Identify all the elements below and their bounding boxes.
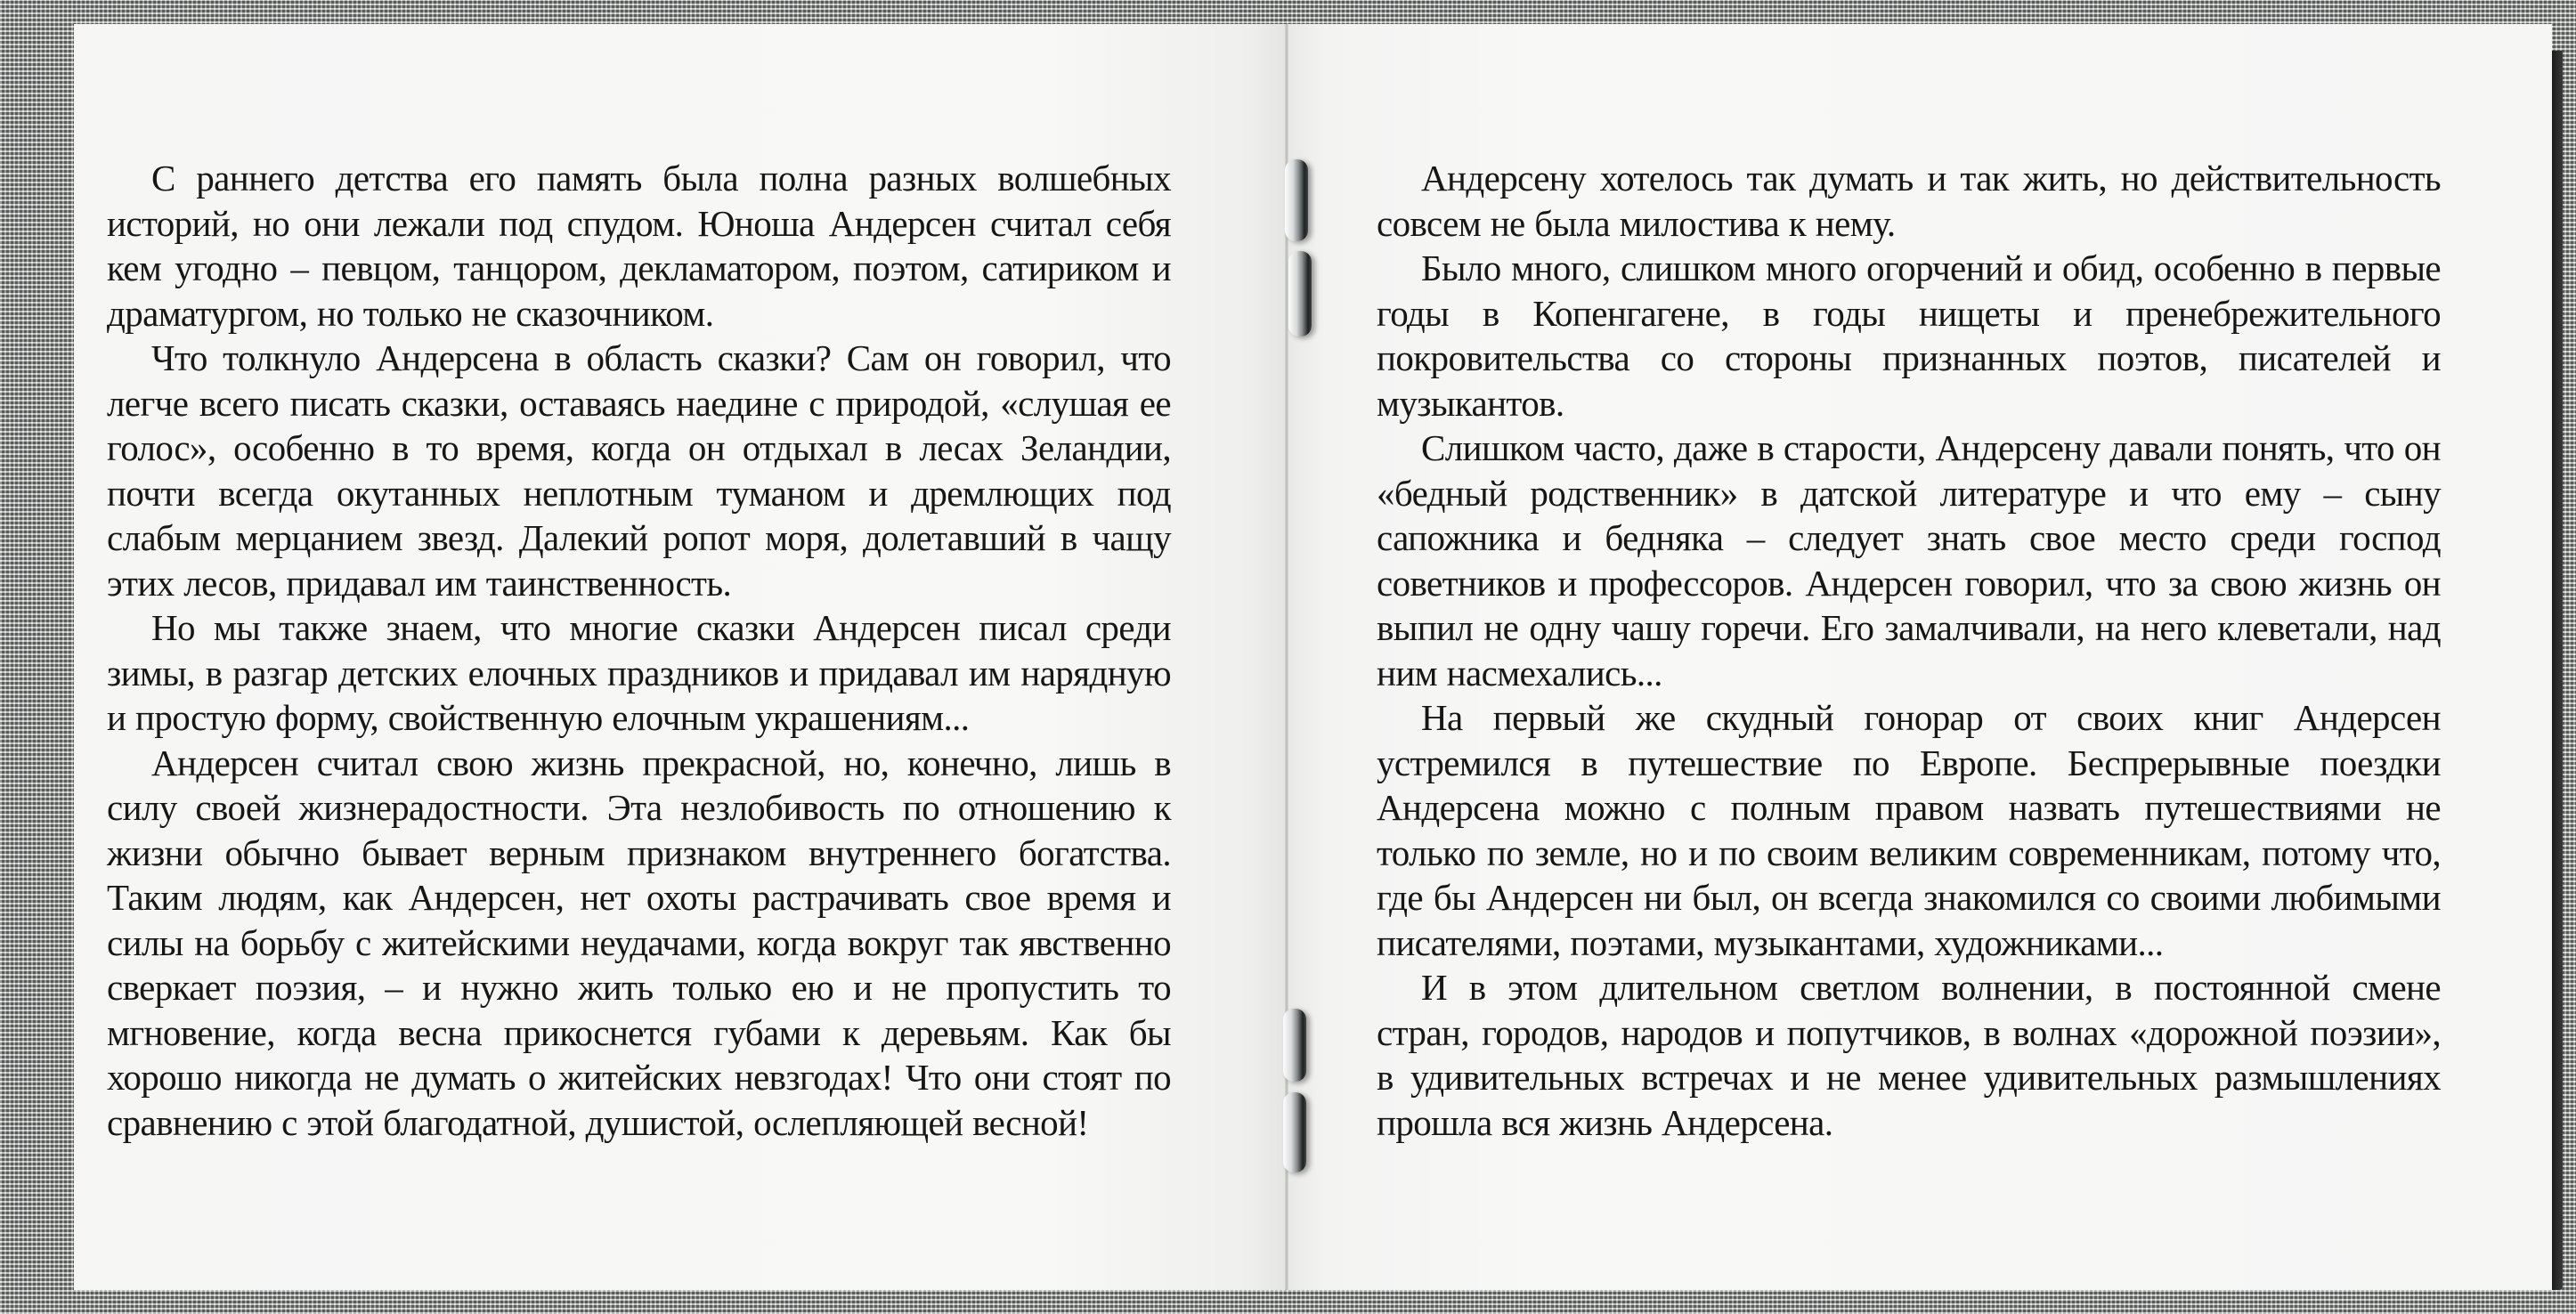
staple-icon xyxy=(1283,1092,1306,1172)
booklet-spread xyxy=(74,24,2552,1290)
paragraph: Но мы также знаем, что многие сказки Андерсен писал среди зимы, в разгар детских елочных праздников и придавал им нарядную и простую форму, свойственную елочным украшениям... xyxy=(107,607,1171,738)
staple-icon xyxy=(1288,251,1312,337)
left-page xyxy=(74,24,1287,1290)
left-page-text xyxy=(107,156,1171,1145)
paragraph: На первый же скудный гонорар от своих книг Андерсен устремился в путешествие по Европе. Беспрерывные поездки Андерсена можно с полным правом назвать путешествиями не только по земле, но и по своим великим современникам, потому что, где бы Андерсен ни был, он всегда знакомился со своими любимыми писателями, поэтами, музыкантами, художниками... xyxy=(1377,697,2441,963)
paragraph: И в этом длительном светлом волнении, в постоянной смене стран, городов, народов и попутчиков, в волнах «дорожной поэзии», в удивительных встречах и не менее удивительных размышлениях прошла вся жизнь Андерсена. xyxy=(1377,967,2441,1143)
page-edge-shadow xyxy=(2552,51,2563,1290)
paragraph: Слишком часто, даже в старости, Андерсену давали понять, что он «бедный родственник» в датской литературе и что ему – сыну сапожника и бедняка – следует знать свое место среди господ советников и профессоров. Андерсен говорил, что за свою жизнь он выпил не одну чашу горечи. Его замалчивали, на него клеветали, над ним насмехались... xyxy=(1377,427,2441,694)
paragraph: Было много, слишком много огорчений и обид, особенно в первые годы в Копенгагене, в годы нищеты и пренебрежительного покровительства со стороны признанных поэтов, писателей и музыкантов. xyxy=(1377,247,2441,424)
paragraph: Андерсен считал свою жизнь прекрасной, но, конечно, лишь в силу своей жизнерадостности. Эта незлобивость по отношению к жизни обычно бывает верным признаком внутреннего богатства. Таким людям, как Андерсен, нет охоты растрачивать свое время и силы на борьбу с житейскими неудачами, когда вокруг так явственно сверкает поэзия, – и нужно жить только ею и не пропустить то мгновение, когда весна прикоснется губами к деревьям. Как бы хорошо никогда не думать о житейских невзгодах! Что они стоят по сравнению с этой благодатной, душистой, ослепляющей весной! xyxy=(107,742,1171,1143)
staple-icon xyxy=(1285,159,1308,241)
right-page xyxy=(1287,24,2552,1290)
staple-icon xyxy=(1283,1009,1306,1082)
paragraph: С раннего детства его память была полна разных волшебных историй, но они лежали под спудом. Юноша Андерсен считал себя кем угодно – певцом, танцором, декламатором, поэтом, сатириком и драматургом, но только не сказочником. xyxy=(107,158,1171,334)
paragraph: Андерсену хотелось так думать и так жить, но действительность совсем не была милостива к нему. xyxy=(1377,158,2441,244)
paragraph: Что толкнуло Андерсена в область сказки? Сам он говорил, что легче всего писать сказки, оставаясь наедине с природой, «слушая ее голос», особенно в то время, когда он отдыхал в лесах Зеландии, почти всегда окутанных неплотным туманом и дремлющих под слабым мерцанием звезд. Далекий ропот моря, долетавший в чащу этих лесов, придавал им таинственность. xyxy=(107,337,1171,604)
right-page-text xyxy=(1377,156,2441,1145)
